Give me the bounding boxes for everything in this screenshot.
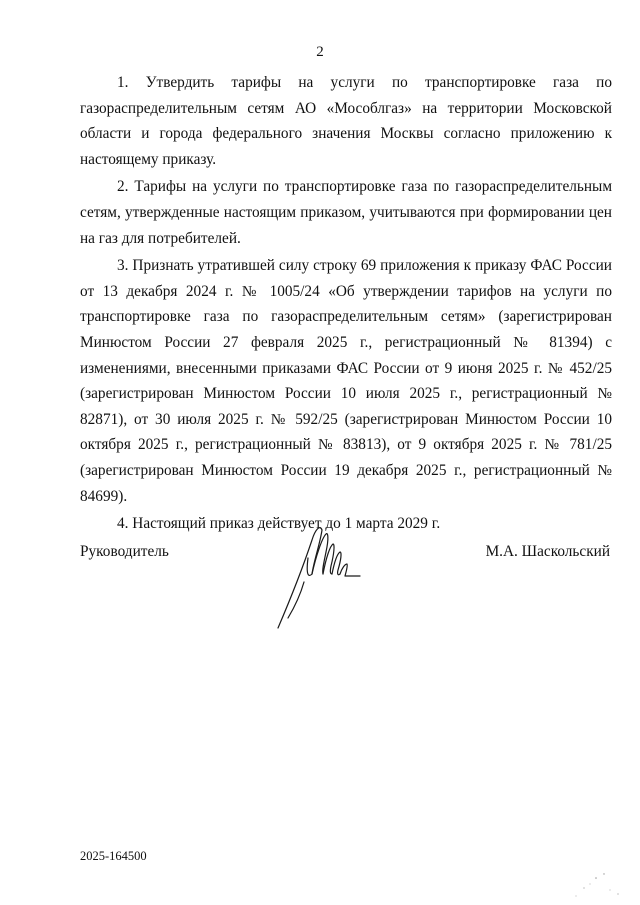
signatory-name: М.А. Шаскольский	[485, 543, 610, 560]
paragraph-3: 3. Признать утратившей силу строку 69 приложения к приказу ФАС России от 13 декабря 2024 г. № 1005/24 «Об утверждении тарифов на услуги по транспортировке газа по газораспределительным сетям» (зарегистрирован Минюстом России 27 февраля 2025 г., регистрационный № 81394) с изменениями, внесенными приказами ФАС России от 9 июня 2025 г. № 452/25 (зарегистрирован Минюстом России 10 июля 2025 г., регистрационный № 82871), от 30 июля 2025 г. № 592/25 (зарегистрирован Минюстом России 10 октября 2025 г., регистрационный № 83813), от 9 октября 2025 г. № 781/25 (зарегистрирован Минюстом России 19 декабря 2025 г., регистрационный № 84699).	[80, 257, 612, 505]
paragraph-4: 4. Настоящий приказ действует до 1 марта 2029 г.	[117, 515, 441, 533]
handwritten-signature	[268, 508, 368, 632]
paragraph-1: 1. Утвердить тарифы на услуги по транспортировке газа по газораспределительным сетям АО «Мособлгаз» на территории Московской области и города федерального значения Москвы согласно приложению к настоящему приказу.	[80, 74, 612, 168]
paragraph-2: 2. Тарифы на услуги по транспортировке газа по газораспределительным сетям, утвержденные настоящим приказом, учитываются при формировании цен на газ для потребителей.	[80, 178, 612, 247]
document-id: 2025-164500	[80, 849, 147, 863]
order-body	[80, 70, 612, 537]
page-number: 2	[316, 44, 324, 60]
signatory-role: Руководитель	[80, 543, 169, 560]
scan-specks	[560, 860, 630, 900]
